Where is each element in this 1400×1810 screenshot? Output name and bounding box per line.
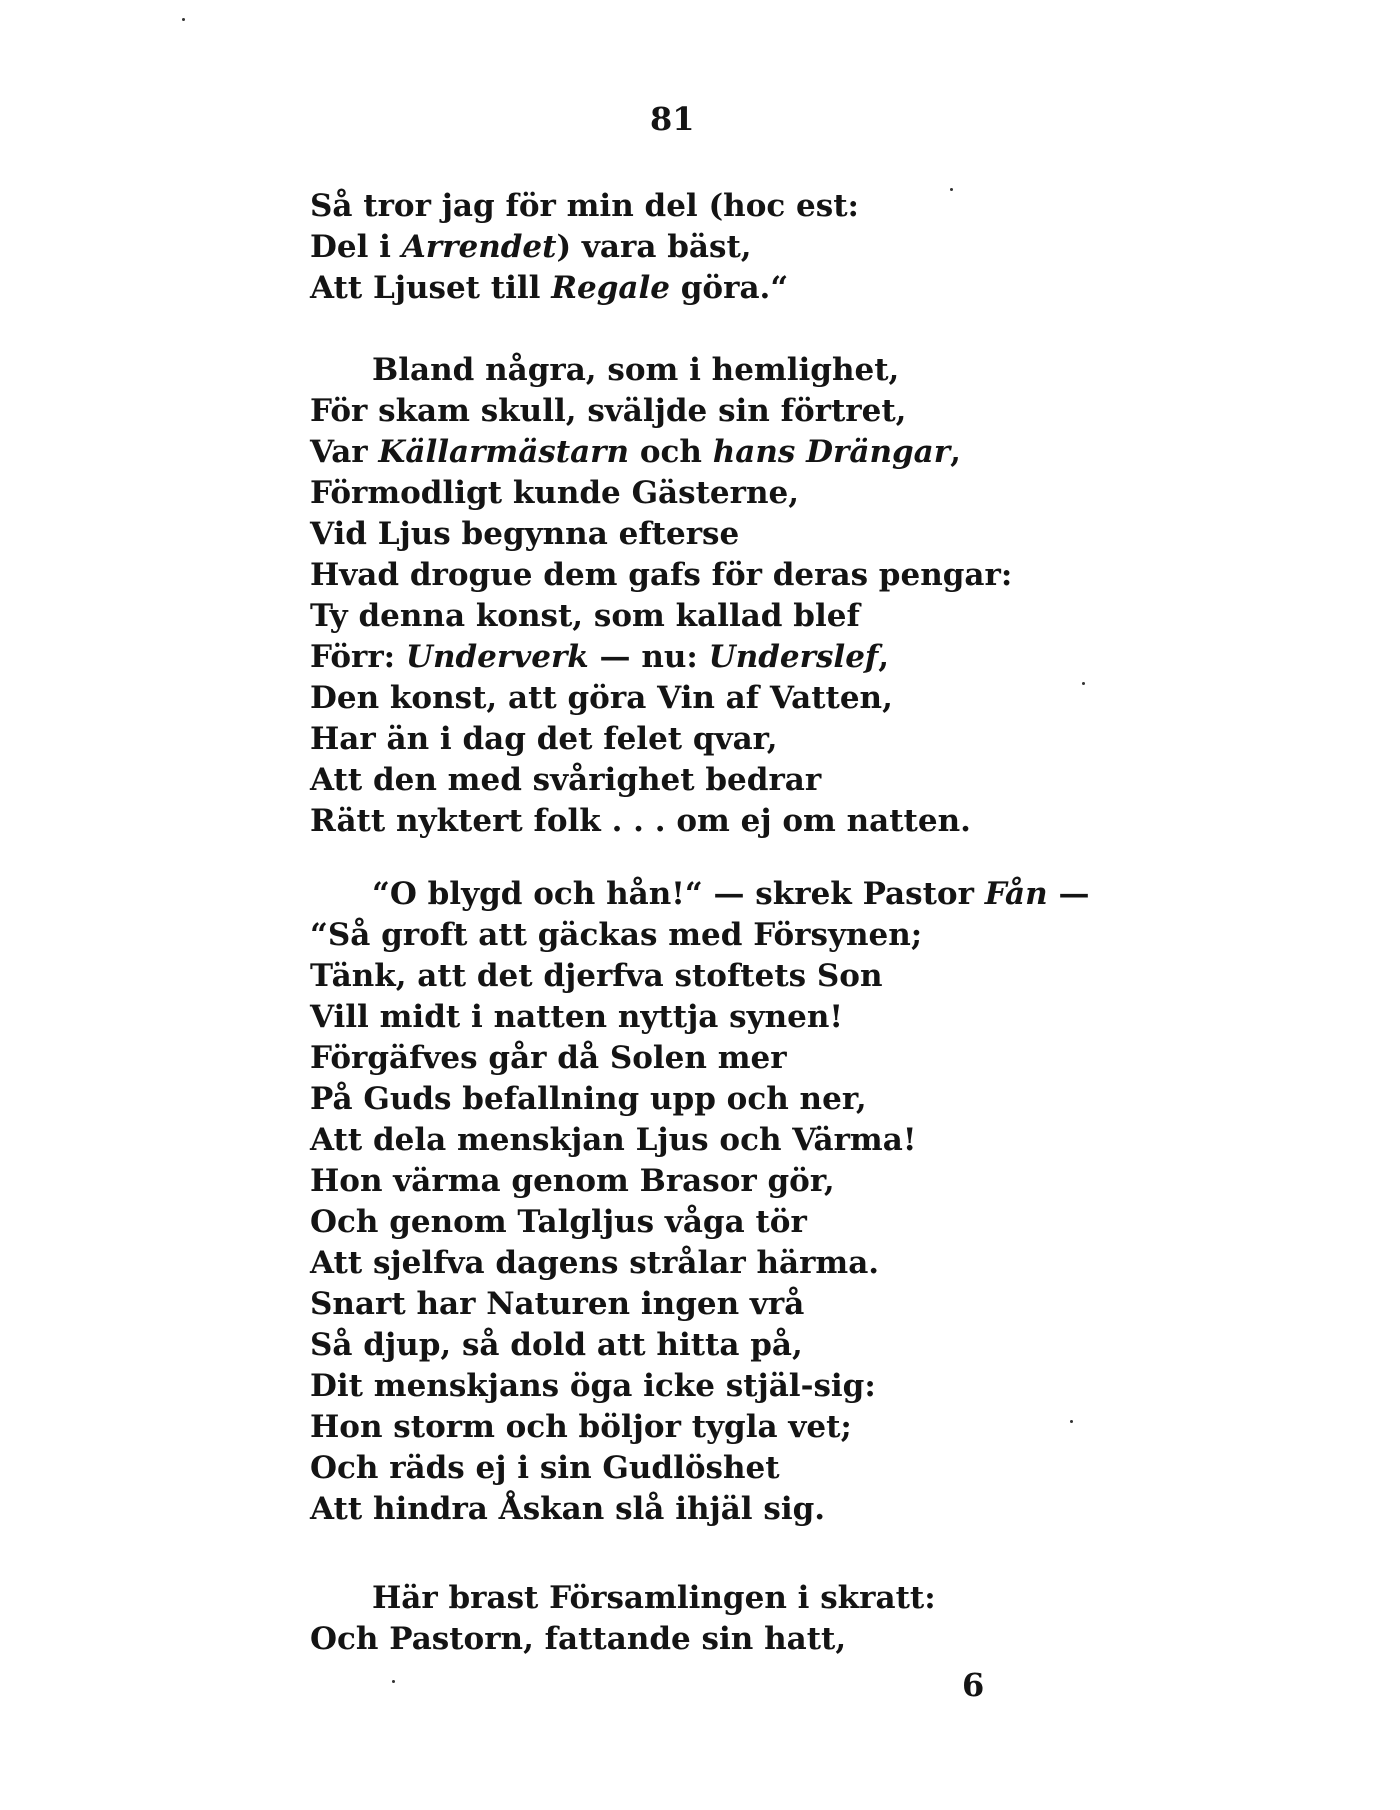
line-text: Rätt nyktert folk . . . om ej om natten. xyxy=(310,803,971,839)
line-text: — xyxy=(1047,876,1090,912)
poem-line xyxy=(310,1448,1210,1489)
line-text: Att Ljuset till xyxy=(310,270,552,306)
poem-line xyxy=(310,1325,1210,1366)
line-text: Vill midt i natten nyttja synen! xyxy=(310,999,844,1035)
line-text: Snart har Naturen ingen vrå xyxy=(310,1286,805,1322)
line-text: Att hindra Åskan slå ihjäl sig. xyxy=(310,1491,826,1527)
line-text: Förgäfves går då Solen mer xyxy=(310,1040,787,1076)
line-text: Och genom Talgljus våga tör xyxy=(310,1204,807,1240)
line-text: Hon värma genom Brasor gör, xyxy=(310,1163,835,1199)
print-speck xyxy=(950,188,953,191)
poem-line xyxy=(310,350,1210,391)
line-text: Dit menskjans öga icke stjäl-sig: xyxy=(310,1368,876,1404)
poem-line xyxy=(310,514,1210,555)
poem-line xyxy=(310,1366,1210,1407)
line-text: Del i xyxy=(310,229,402,265)
line-text: Vid Ljus begynna efterse xyxy=(310,516,740,552)
line-text: , xyxy=(878,639,890,675)
line-text: Att dela menskjan Ljus och Värma! xyxy=(310,1122,917,1158)
line-text: På Guds befallning upp och ner, xyxy=(310,1081,867,1117)
italic-text: Fån xyxy=(984,876,1048,912)
line-text: — nu: xyxy=(588,639,709,675)
poem-line xyxy=(310,1202,1210,1243)
poem-line xyxy=(310,268,1210,309)
line-text: Så djup, så dold att hitta på, xyxy=(310,1327,803,1363)
line-text: Ty denna konst, som kallad blef xyxy=(310,598,860,634)
poem-line xyxy=(310,678,1210,719)
line-text: Förmodligt kunde Gästerne, xyxy=(310,475,800,511)
poem-line xyxy=(310,1161,1210,1202)
italic-text: Källarmästarn xyxy=(378,434,630,470)
stanza-2 xyxy=(310,350,1210,842)
line-text: , xyxy=(950,434,961,470)
line-text: och xyxy=(629,434,713,470)
line-text: Att den med svårighet bedrar xyxy=(310,762,822,798)
poem-line xyxy=(310,432,1210,473)
print-speck xyxy=(1082,682,1085,685)
line-text: Förr: xyxy=(310,639,406,675)
poem-line xyxy=(310,915,1210,956)
stanza-1 xyxy=(310,186,1210,309)
line-text: “O blygd och hån!“ — skrek Pastor xyxy=(372,876,985,912)
line-text: Att sjelfva dagens strålar härma. xyxy=(310,1245,880,1281)
line-text: Så tror jag för min del (hoc est: xyxy=(310,188,859,224)
poem-line xyxy=(310,1619,1210,1660)
line-text: ) vara bäst, xyxy=(556,229,752,265)
poem-line xyxy=(310,473,1210,514)
poem-line xyxy=(310,1489,1210,1530)
italic-text: hans Drängar xyxy=(712,434,951,470)
line-text: Tänk, att det djerfva stoftets Son xyxy=(310,958,883,994)
line-text: Bland några, som i hemlighet, xyxy=(372,352,900,388)
line-text: Hon storm och böljor tygla vet; xyxy=(310,1409,852,1445)
line-text: Har än i dag det felet qvar, xyxy=(310,721,778,757)
print-speck xyxy=(392,1680,395,1683)
signature-mark: 6 xyxy=(962,1666,985,1704)
poem-line xyxy=(310,874,1210,915)
stanza-4 xyxy=(310,1578,1210,1660)
poem-line xyxy=(310,1578,1210,1619)
italic-text: Arrendet xyxy=(401,229,557,265)
line-text: För skam skull, sväljde sin förtret, xyxy=(310,393,907,429)
line-text: “Så groft att gäckas med Försynen; xyxy=(310,917,923,953)
poem-line xyxy=(310,391,1210,432)
line-text: Här brast Församlingen i skratt: xyxy=(372,1580,936,1616)
italic-text: Underslef xyxy=(708,639,879,675)
poem-line xyxy=(310,1284,1210,1325)
poem-line xyxy=(310,186,1210,227)
poem-line xyxy=(310,1243,1210,1284)
print-speck xyxy=(1070,1420,1073,1423)
poem-line xyxy=(310,555,1210,596)
italic-text: Underverk xyxy=(405,639,589,675)
poem-line xyxy=(310,596,1210,637)
line-text: Och Pastorn, fattande sin hatt, xyxy=(310,1621,847,1657)
poem-line xyxy=(310,227,1210,268)
poem-line xyxy=(310,760,1210,801)
page-number: 81 xyxy=(650,100,695,138)
poem-line xyxy=(310,637,1210,678)
stanza-3 xyxy=(310,874,1210,1530)
poem-line xyxy=(310,997,1210,1038)
poem-line xyxy=(310,719,1210,760)
line-text: Var xyxy=(310,434,379,470)
line-text: Hvad drogue dem gafs för deras pengar: xyxy=(310,557,1013,593)
poem-line xyxy=(310,1038,1210,1079)
poem-line xyxy=(310,1079,1210,1120)
poem-line xyxy=(310,1407,1210,1448)
print-speck xyxy=(182,18,185,21)
line-text: Och räds ej i sin Gudlöshet xyxy=(310,1450,780,1486)
italic-text: Regale xyxy=(551,270,670,306)
poem-line xyxy=(310,801,1210,842)
line-text: Den konst, att göra Vin af Vatten, xyxy=(310,680,893,716)
line-text: göra.“ xyxy=(669,270,789,306)
poem-line xyxy=(310,1120,1210,1161)
poem-line xyxy=(310,956,1210,997)
